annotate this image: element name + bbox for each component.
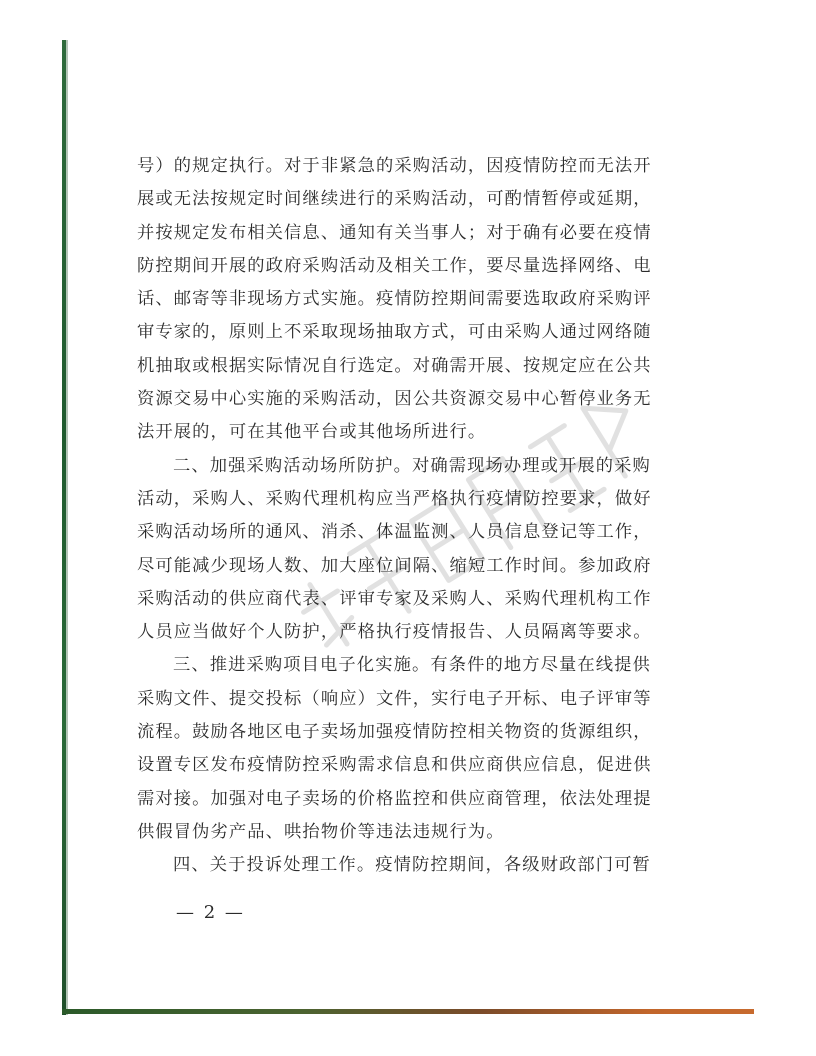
text-line: 采购活动场所的通风、消杀、体温监测、人员信息登记等工作，: [137, 522, 652, 543]
text-line: 资源交易中心实施的采购活动，因公共资源交易中心暂停业务无: [137, 389, 652, 410]
text-line: 法开展的，可在其他平台或其他场所进行。: [137, 422, 487, 443]
paragraph-2: [137, 450, 671, 650]
text-line: 需对接。加强对电子卖场的价格监控和供应商管理，依法处理提: [137, 788, 652, 809]
text-line: 号）的规定执行。对于非紧急的采购活动，因疫情防控而无法开: [137, 156, 652, 176]
text-line: 四、关于投诉处理工作。疫情防控期间，各级财政部门可暂: [173, 855, 651, 876]
text-line: 展或无法按规定时间继续进行的采购活动，可酌情暂停或延期，: [137, 189, 652, 210]
text-line: 二、加强采购活动场所防护。对确需现场办理或开展的采购: [173, 455, 651, 476]
paragraph-3: [137, 649, 671, 849]
body-text: [137, 150, 671, 883]
text-line: 设置专区发布疫情防控采购需求信息和供应商供应信息，促进供: [137, 755, 652, 776]
text-line: 防控期间开展的政府采购活动及相关工作，要尽量选择网络、电: [137, 255, 652, 276]
text-line: 人员应当做好个人防护，严格执行疫情报告、人员隔离等要求。: [137, 622, 652, 643]
text-line: 供假冒伪劣产品、哄抬物价等违法违规行为。: [137, 821, 505, 842]
scan-edge-bottom: [62, 1009, 754, 1014]
scan-edge-left: [62, 40, 66, 1015]
page-number: — 2 —: [176, 902, 245, 923]
text-line: 并按规定发布相关信息、通知有关当事人；对于确有必要在疫情: [137, 222, 652, 243]
paragraph-1: [137, 150, 671, 450]
text-line: 流程。鼓励各地区电子卖场加强疫情防控相关物资的货源组织，: [137, 722, 652, 743]
text-line: 机抽取或根据实际情况自行选定。对确需开展、按规定应在公共: [137, 355, 652, 376]
text-line: 三、推进采购项目电子化实施。有条件的地方尽量在线提供: [173, 655, 651, 676]
paragraph-4: [137, 849, 671, 882]
text-line: 尽可能减少现场人数、加大座位间隔、缩短工作时间。参加政府: [137, 555, 652, 576]
text-line: 采购文件、提交投标（响应）文件，实行电子开标、电子评审等: [137, 688, 652, 709]
text-line: 活动，采购人、采购代理机构应当严格执行疫情防控要求，做好: [137, 488, 652, 509]
text-line: 采购活动的供应商代表、评审专家及采购人、采购代理机构工作: [137, 588, 652, 609]
text-line: 审专家的，原则上不采取现场抽取方式，可由采购人通过网络随: [137, 322, 652, 343]
text-line: 话、邮寄等非现场方式实施。疫情防控期间需要选取政府采购评: [137, 289, 652, 310]
